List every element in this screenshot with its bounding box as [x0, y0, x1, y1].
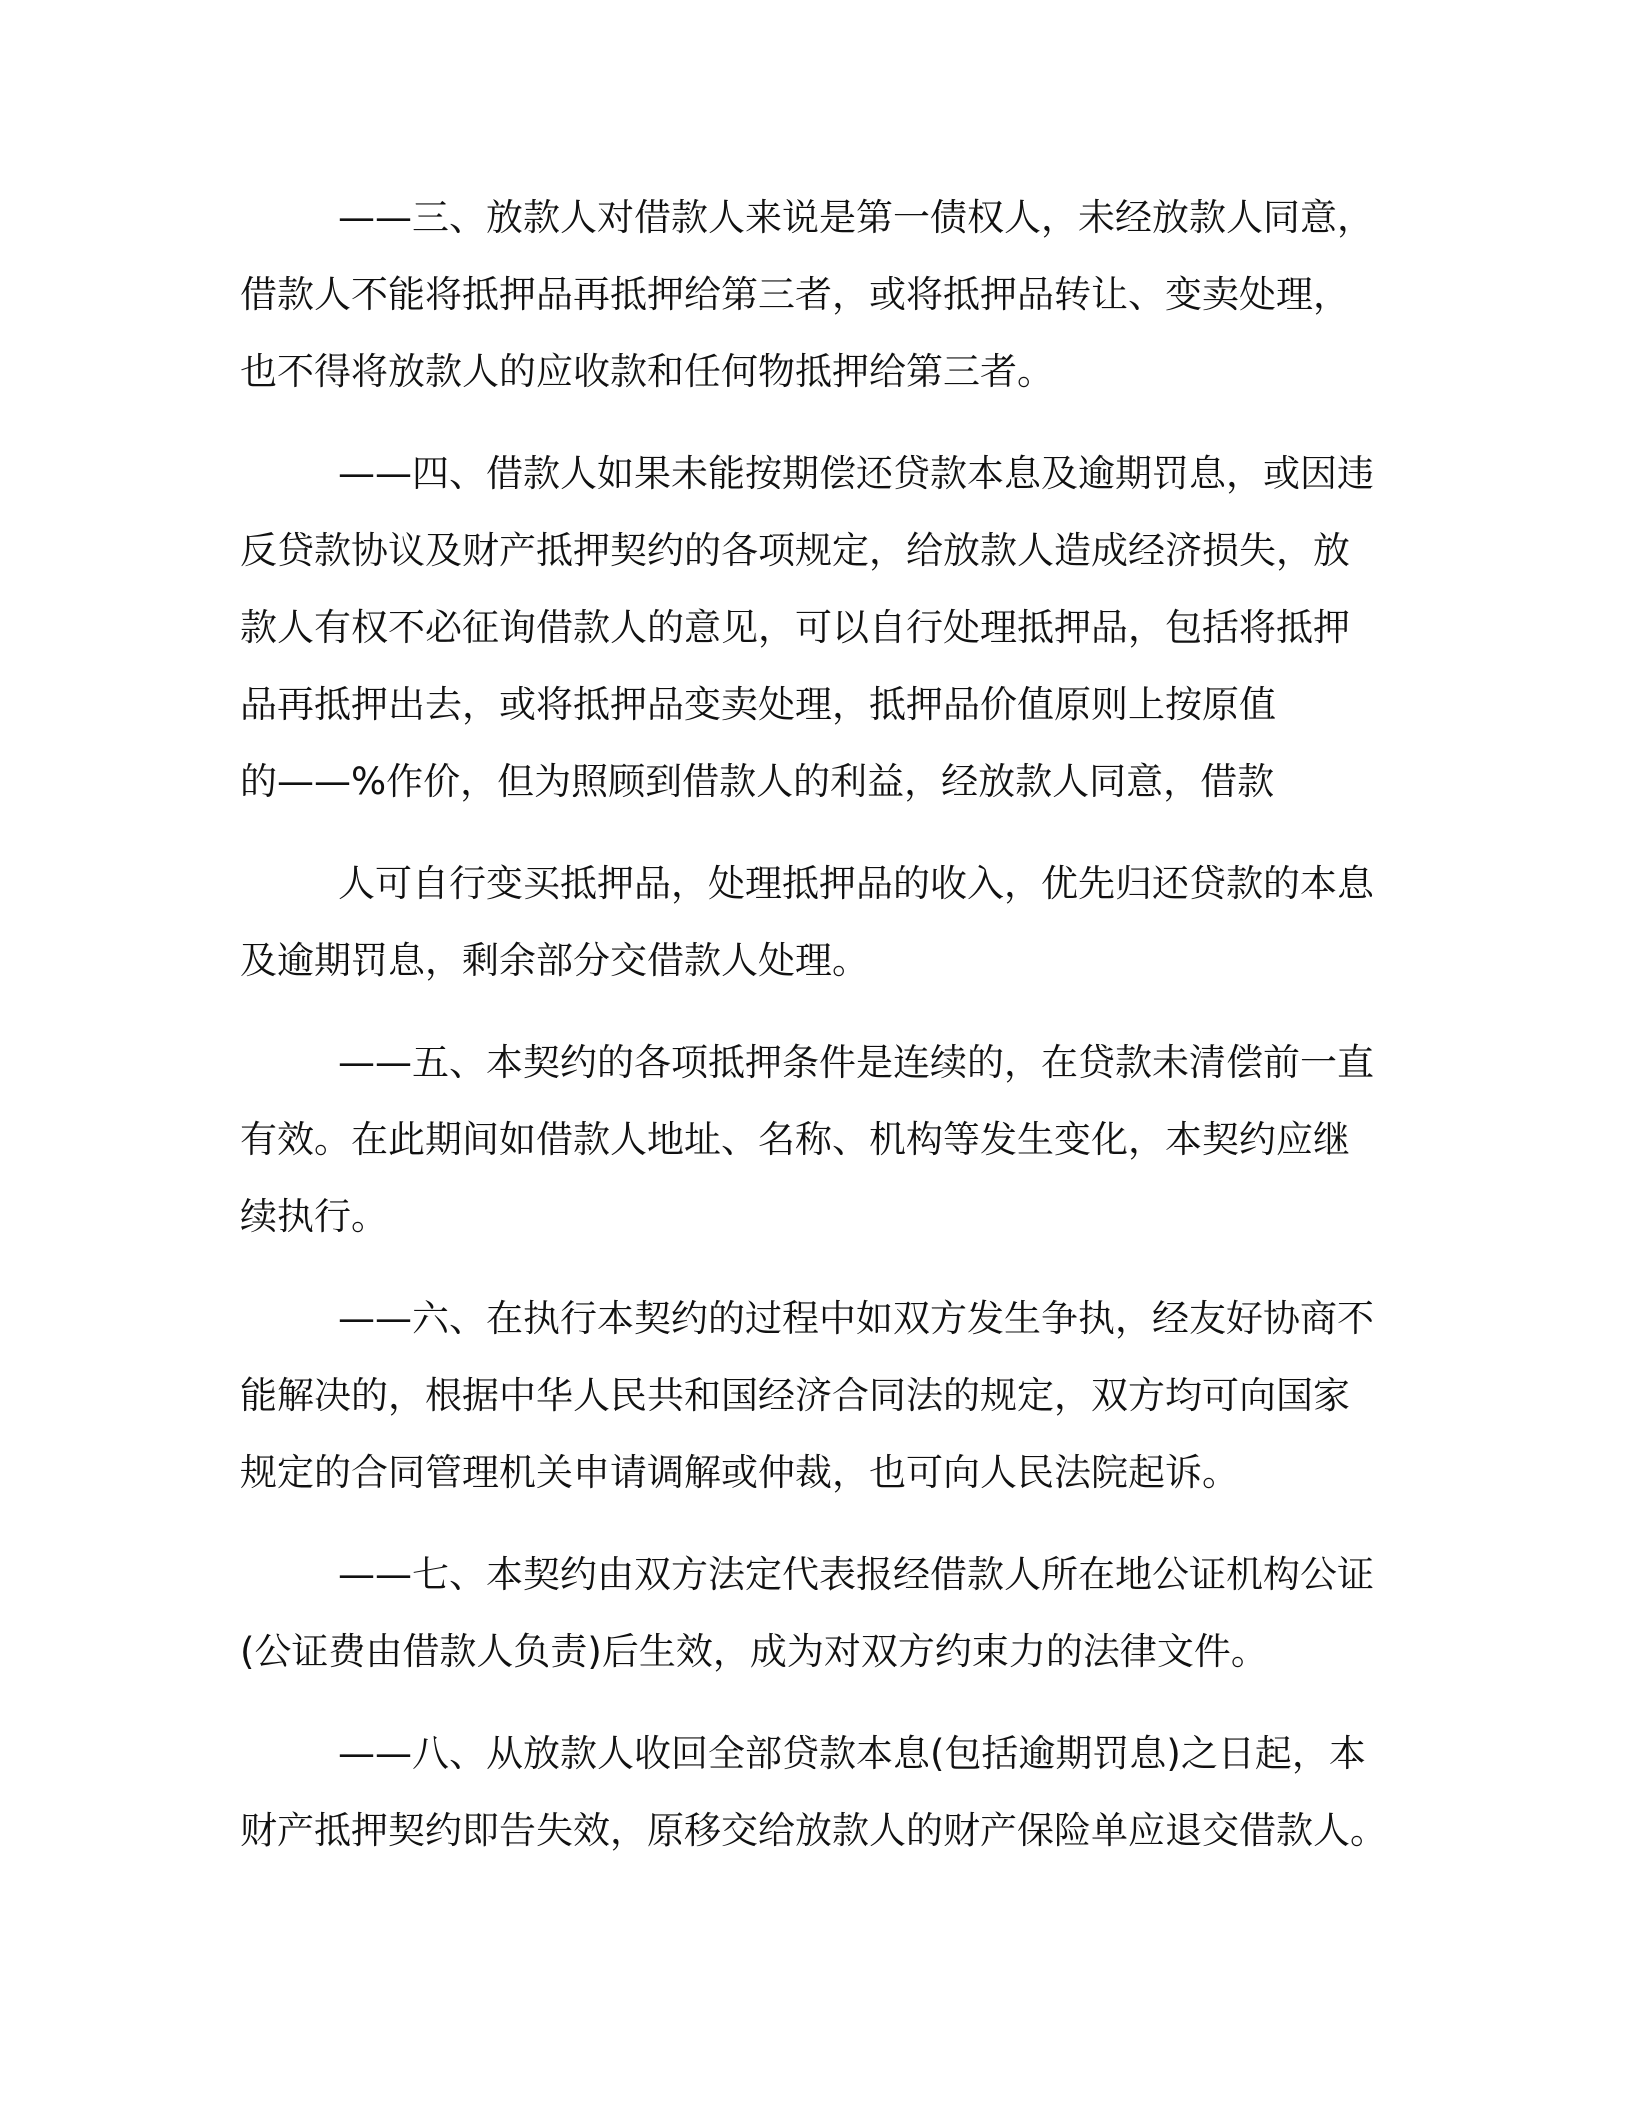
text-line: ——五、本契约的各项抵押条件是连续的，在贷款未清偿前一直: [338, 1041, 1374, 1084]
text-line: 的——%作价，但为照顾到借款人的利益，经放款人同意，借款: [240, 760, 1275, 803]
text-line: 有效。在此期间如借款人地址、名称、机构等发生变化，本契约应继: [240, 1118, 1350, 1161]
text-line: ——七、本契约由双方法定代表报经借款人所在地公证机构公证: [338, 1553, 1374, 1596]
text-line: 财产抵押契约即告失效，原移交给放款人的财产保险单应退交借款人。: [240, 1809, 1387, 1852]
text-line: ——四、借款人如果未能按期偿还贷款本息及逾期罚息，或因违: [338, 452, 1374, 495]
clause-four: [240, 435, 1400, 820]
text-line: 也不得将放款人的应收款和任何物抵押给第三者。: [240, 350, 1054, 393]
text-line: 品再抵押出去，或将抵押品变卖处理，抵押品价值原则上按原值: [240, 683, 1276, 726]
clause-five: [240, 1024, 1400, 1255]
clause-six: [240, 1280, 1400, 1511]
text-line: 人可自行变买抵押品，处理抵押品的收入，优先归还贷款的本息: [338, 862, 1374, 905]
text-line: 及逾期罚息，剩余部分交借款人处理。: [240, 939, 869, 982]
text-line: 规定的合同管理机关申请调解或仲裁，也可向人民法院起诉。: [240, 1451, 1239, 1494]
text-line: 能解决的，根据中华人民共和国经济合同法的规定，双方均可向国家: [240, 1374, 1350, 1417]
text-line: 款人有权不必征询借款人的意见，可以自行处理抵押品，包括将抵押: [240, 606, 1350, 649]
text-line: ——六、在执行本契约的过程中如双方发生争执，经友好协商不: [338, 1297, 1374, 1340]
text-line: ——八、从放款人收回全部贷款本息(包括逾期罚息)之日起，本: [338, 1732, 1366, 1775]
clause-eight: [240, 1715, 1400, 1869]
text-line: (公证费由借款人负责)后生效，成为对双方约束力的法律文件。: [240, 1630, 1268, 1673]
clause-seven: [240, 1536, 1400, 1690]
clause-three: [240, 179, 1400, 410]
clause-four-continued: [240, 845, 1400, 999]
text-line: 续执行。: [240, 1195, 388, 1238]
text-line: ——三、放款人对借款人来说是第一债权人，未经放款人同意，: [338, 196, 1374, 239]
text-line: 反贷款协议及财产抵押契约的各项规定，给放款人造成经济损失，放: [240, 529, 1350, 572]
text-line: 借款人不能将抵押品再抵押给第三者，或将抵押品转让、变卖处理，: [240, 273, 1350, 316]
